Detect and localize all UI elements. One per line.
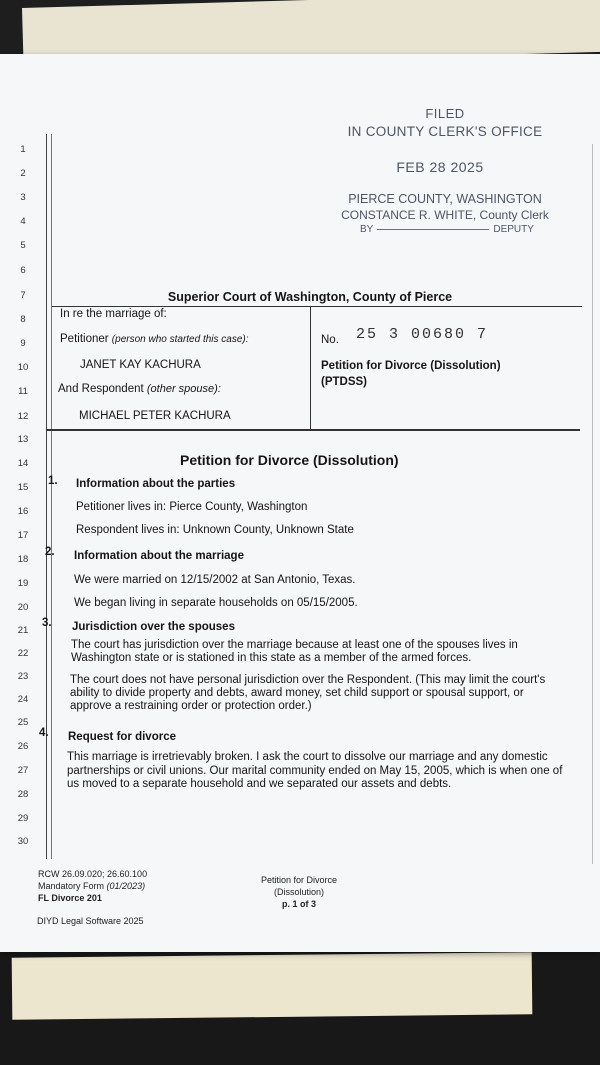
court-name: Superior Court of Washington, County of Pierce [167,290,453,304]
section-4-number: 4. [39,727,49,739]
footer-mandatory-date: (01/2023) [106,881,146,891]
line-number: 1 [20,144,26,155]
caption-divider [310,306,311,430]
section-2-line-1: We were married on 12/15/2002 at San Antonio, Texas. [74,574,356,586]
respondent-name: MICHAEL PETER KACHURA [79,410,231,422]
line-number: 4 [20,216,26,227]
line-number: 24 [17,694,29,705]
stamp-deputy-line [360,224,534,235]
case-number-label: No. [321,334,339,346]
section-2-line-2: We began living in separate households on 05/15/2005. [74,597,358,609]
petitioner-name: JANET KAY KACHURA [80,359,201,371]
section-3-heading: Jurisdiction over the spouses [72,621,235,633]
section-1-line-1: Petitioner lives in: Pierce County, Washington [76,501,308,513]
stamp-county: PIERCE COUNTY, WASHINGTON [348,192,542,206]
line-number: 3 [20,192,26,203]
margin-rule [46,134,47,859]
line-number: 23 [17,671,29,682]
line-number: 5 [20,240,26,251]
line-number: 17 [17,530,29,541]
folder-bottom-edge [12,952,533,1019]
section-4-line-1: This marriage is irretrievably broken. I ask the court to dissolve our marriage and any domestic partnerships or civil unions. Our marital community ended on May 15, 2005, which is when one of us moved to a separate household and we separated our assets and debts. [67,751,563,790]
line-number: 20 [17,602,29,613]
line-number: 27 [17,765,29,776]
line-number: 16 [17,506,29,517]
right-margin-rule [592,144,593,864]
section-3-number: 3. [42,617,52,629]
caption-top-rule [52,306,582,307]
line-number: 13 [17,434,29,445]
footer-software: DIYD Legal Software 2025 [37,916,144,926]
in-re-label: In re the marriage of: [60,308,167,320]
line-number: 30 [17,836,29,847]
petitioner-label-line [60,333,249,345]
footer-center-2: (Dissolution) [273,887,324,897]
caption-bottom-rule [46,429,580,431]
respondent-label: And Respondent [58,383,144,395]
footer-form-id: FL Divorce 201 [38,893,102,903]
section-4-heading: Request for divorce [68,731,176,743]
footer-mandatory [38,881,145,891]
line-number: 21 [17,625,29,636]
line-number: 22 [17,648,29,659]
section-3-line-2: The court does not have personal jurisdiction over the Respondent. (This may limit the court's ability to divide property and debts, award money, set child support or spousal support, or approve a restraining order or protection order.) [70,674,546,712]
line-number: 7 [20,290,26,301]
respondent-note: (other spouse): [146,383,221,395]
section-2-heading: Information about the marriage [74,550,244,562]
stamp-by: BY [360,224,374,235]
petitioner-note: (person who started this case): [111,334,249,345]
line-number: 10 [17,362,29,373]
caption-doc-title: Petition for Divorce (Dissolution) [321,360,501,372]
line-number: 15 [17,482,29,493]
line-number: 8 [20,314,26,325]
document-page [0,54,600,952]
line-number: 6 [20,265,26,276]
section-1-line-2: Respondent lives in: Unknown County, Unknown State [76,524,354,536]
line-number: 19 [17,578,29,589]
line-number: 18 [17,554,29,565]
section-2-number: 2. [45,546,55,558]
line-number: 9 [20,338,26,349]
stamp-office: IN COUNTY CLERK'S OFFICE [347,124,543,139]
section-3-line-1: The court has jurisdiction over the marriage because at least one of the spouses lives in Washington state or is stationed in this state as a member of the armed forces. [71,639,518,664]
footer-mandatory-label: Mandatory Form [38,881,105,891]
footer-center-1: Petition for Divorce [260,875,338,885]
line-number: 14 [17,458,29,469]
section-1-heading: Information about the parties [76,478,236,490]
stamp-deputy: DEPUTY [493,224,534,235]
margin-rule-inner [51,134,52,859]
line-number: 11 [18,386,28,397]
footer-rcw: RCW 26.09.020; 26.60.100 [38,869,148,879]
case-number: 25 3 00680 7 [356,326,489,343]
line-number: 2 [20,168,26,179]
caption-doc-code: (PTDSS) [321,376,367,388]
line-number: 29 [17,813,29,824]
line-number: 25 [17,717,29,728]
stamp-date: FEB 28 2025 [396,159,484,175]
respondent-label-line [58,383,221,395]
petitioner-label: Petitioner [60,333,109,345]
line-number: 26 [17,741,29,752]
petition-title: Petition for Divorce (Dissolution) [180,452,399,468]
stamp-clerk: CONSTANCE R. WHITE, County Clerk [341,208,549,222]
footer-page: p. 1 of 3 [281,899,316,909]
section-1-number: 1. [48,475,58,487]
line-number: 12 [17,411,29,422]
stamp-filed: FILED [425,106,465,121]
line-number: 28 [17,789,29,800]
